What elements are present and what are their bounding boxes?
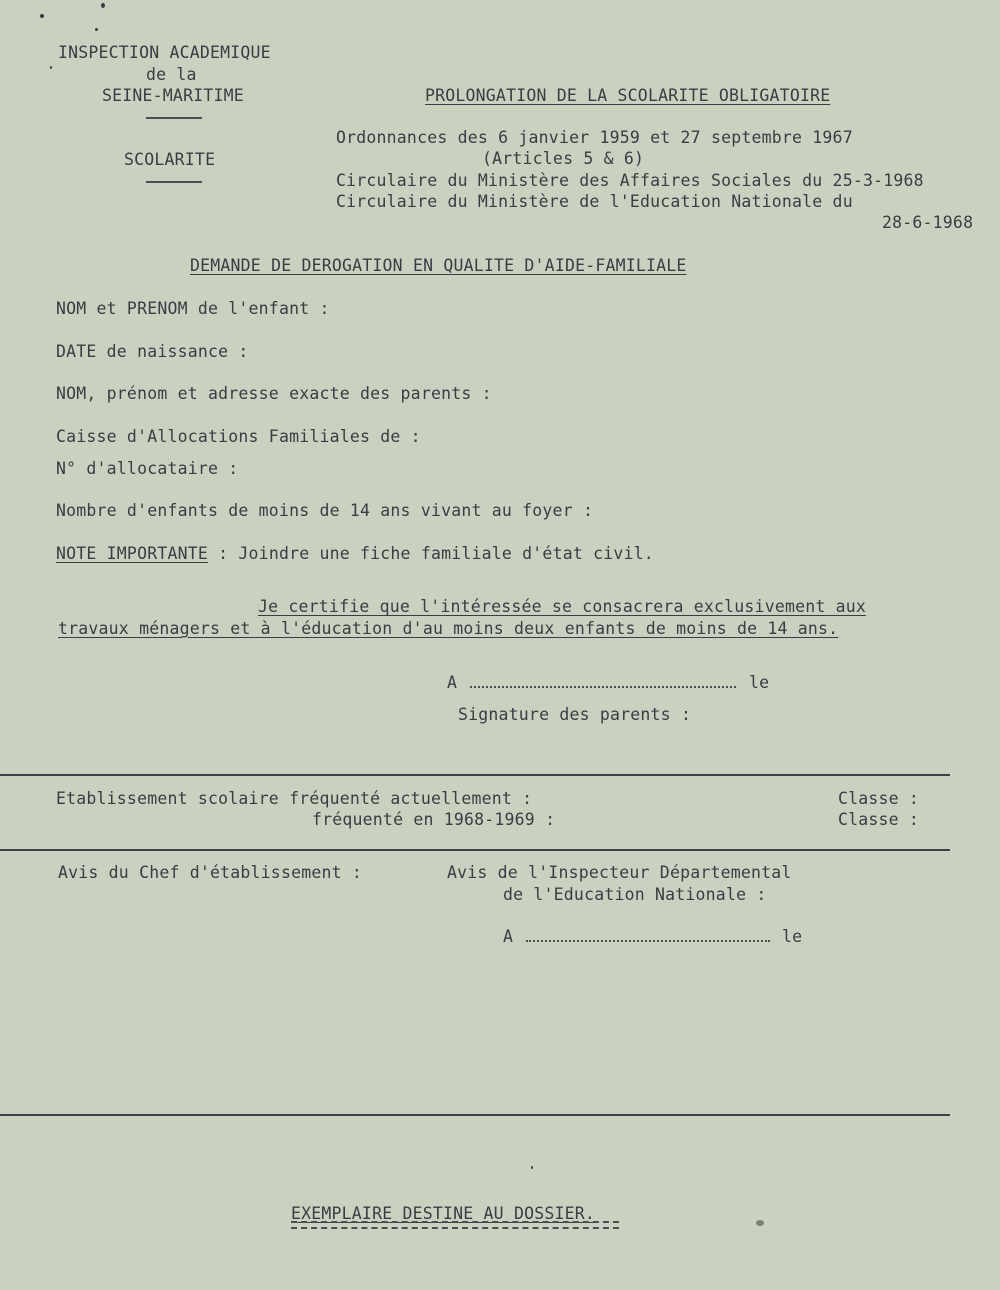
parents-place-le: le <box>749 673 770 692</box>
paper-speck <box>40 14 44 18</box>
parents-place-a: A <box>447 673 458 692</box>
school-classe-1: Classe : <box>838 789 920 808</box>
field-children-count: Nombre d'enfants de moins de 14 ans vivant au foyer : <box>56 501 594 520</box>
footer-label: EXEMPLAIRE DESTINE AU DOSSIER. <box>291 1204 596 1223</box>
header-circulaire-sociales: Circulaire du Ministère des Affaires Sociales du 25-3-1968 <box>336 171 924 190</box>
footer-double-underline <box>291 1221 619 1229</box>
note-label: NOTE IMPORTANTE <box>56 544 209 563</box>
field-child-name: NOM et PRENOM de l'enfant : <box>56 299 330 318</box>
school-1968: fréquenté en 1968-1969 : <box>312 810 556 829</box>
header-scolarite: SCOLARITE <box>124 150 216 169</box>
paper-speck <box>50 66 52 69</box>
avis-place-le: le <box>782 927 803 946</box>
field-allocataire: N° d'allocataire : <box>56 459 239 478</box>
field-birth-date: DATE de naissance : <box>56 342 249 361</box>
note-text: : Joindre une fiche familiale d'état civil. <box>208 544 654 563</box>
form-title: DEMANDE DE DEROGATION EN QUALITE D'AIDE-FAMILIALE <box>190 256 687 275</box>
header-department: SEINE-MARITIME <box>102 86 244 105</box>
certify-line-2: travaux ménagers et à l'éducation d'au moins deux enfants de moins de 14 ans. <box>58 619 839 638</box>
header-de-la: de la <box>146 65 197 84</box>
paper-speck <box>101 3 105 8</box>
paper-speck <box>756 1220 764 1226</box>
section-divider-1 <box>0 774 950 776</box>
avis-inspecteur-2: de l'Education Nationale : <box>503 885 767 904</box>
header-title: PROLONGATION DE LA SCOLARITE OBLIGATOIRE <box>425 86 831 105</box>
certify-line-1: Je certifie que l'intéressée se consacrera exclusivement aux <box>258 597 867 616</box>
avis-place-a: A <box>503 927 514 946</box>
paper-speck <box>531 1166 533 1169</box>
avis-inspecteur-1: Avis de l'Inspecteur Départemental <box>447 863 792 882</box>
parents-place-dots <box>470 686 736 688</box>
header-ordonnances: Ordonnances des 6 janvier 1959 et 27 septembre 1967 <box>336 128 853 147</box>
header-left-divider-2 <box>146 181 202 183</box>
school-current: Etablissement scolaire fréquenté actuellement : <box>56 789 533 808</box>
header-inspection: INSPECTION ACADEMIQUE <box>58 43 271 62</box>
section-divider-2 <box>0 849 950 851</box>
avis-place-dots <box>526 940 770 942</box>
avis-chef: Avis du Chef d'établissement : <box>58 863 363 882</box>
field-caisse: Caisse d'Allocations Familiales de : <box>56 427 421 446</box>
header-circulaire-date: 28-6-1968 <box>882 213 974 232</box>
header-circulaire-education: Circulaire du Ministère de l'Education Nationale du <box>336 192 853 211</box>
header-articles: (Articles 5 & 6) <box>482 149 645 168</box>
parents-signature: Signature des parents : <box>458 705 692 724</box>
paper-speck <box>95 28 98 31</box>
note-line <box>56 543 654 564</box>
school-classe-2: Classe : <box>838 810 920 829</box>
header-left-divider <box>146 117 202 119</box>
field-parents: NOM, prénom et adresse exacte des parents : <box>56 384 492 403</box>
section-divider-3 <box>0 1114 950 1116</box>
